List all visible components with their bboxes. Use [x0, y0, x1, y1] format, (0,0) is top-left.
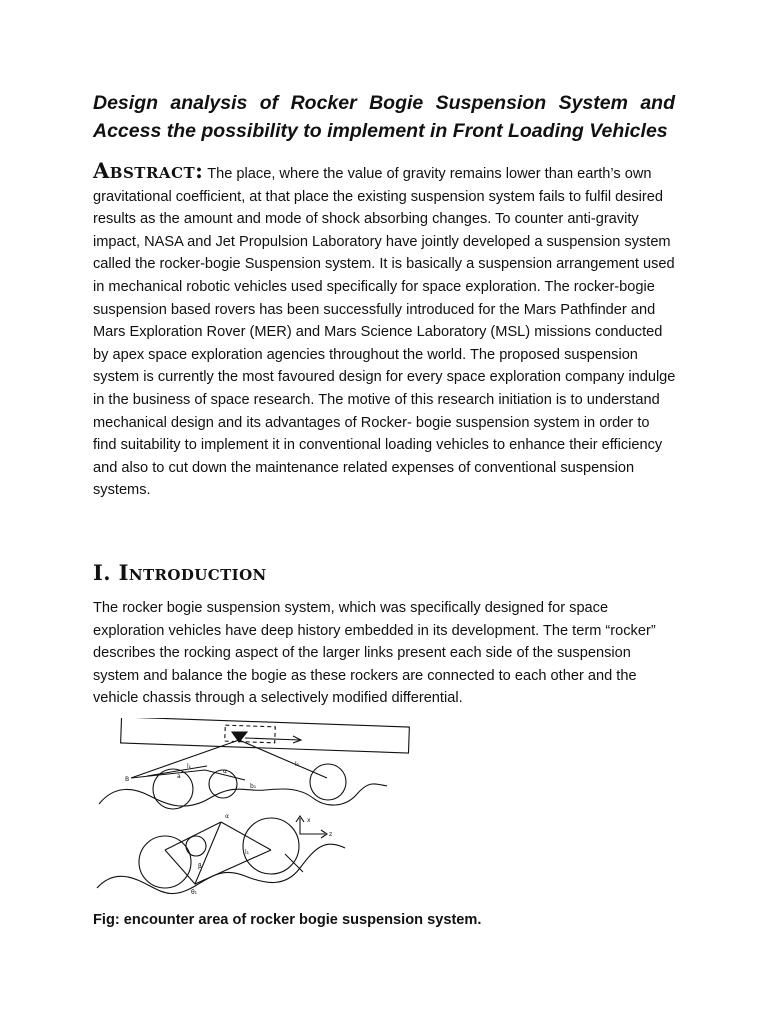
wheel-lower-right [243, 818, 299, 874]
svg-text:z: z [329, 831, 333, 838]
differential-box [225, 725, 276, 743]
svg-text:B: B [125, 776, 130, 783]
svg-text:α: α [225, 813, 229, 820]
chassis-body [121, 718, 410, 753]
wheel-upper-left [153, 769, 193, 809]
terrain-upper [99, 784, 387, 806]
svg-text:β: β [198, 863, 202, 870]
abstract-text: The place, where the value of gravity remains lower than earth’s own gravitational coefficient, at that place the existing suspension system fails to fulfil desired results as the amount and mode of shock absorbing changes. To counter anti-gravity impact, NASA and Jet Propulsion Laboratory have jointly developed a suspension system called the rocker-bogie Suspension system. It is basically a suspension arrangement used in mechanical robotic vehicles used specifically for space exploration. The rocker-bogie suspension based rovers has been successfully introduced for the Mars Pathfinder and Mars Exploration Rover (MER) and Mars Science Laboratory (MSL) missions conducted by apex space exploration agencies throughout the world. The proposed suspension system is currently the most favoured design for every space exploration company indulge in the business of space research. The motive of this research initiation is to understand mechanical design and its advantages of Rocker- bogie suspension system in order to find suitability to implement it in conventional loading vehicles to enhance their efficiency and also to cut down the maintenance related expenses of conventional suspension systems. [93, 166, 676, 499]
rocker-bogie-figure [95, 718, 415, 900]
svg-text:x: x [307, 817, 311, 824]
wheel-upper-right [310, 764, 346, 800]
abstract-paragraph [93, 160, 677, 502]
paper-title: Design analysis of Rocker Bogie Suspension System and Access the possibility to implement in Front Loading Vehicles [93, 92, 675, 142]
introduction-heading: I. Introduction [93, 560, 267, 585]
svg-text:a: a [177, 773, 181, 780]
axis-marker [296, 816, 327, 838]
figure-caption: Fig: encounter area of rocker bogie suspension system. [93, 912, 482, 928]
introduction-paragraph: The rocker bogie suspension system, which was specifically designed for space exploration vehicles have deep history embedded in its development. The term “rocker” describes the rocking aspect of the larger links present each side of the suspension system and balance the bogie as these rockers are connected to each other and the vehicle chassis through a selectively modified differential. [93, 600, 656, 707]
svg-text:l₂: l₂ [295, 761, 300, 768]
rocker-link-right [239, 740, 327, 778]
abstract-heading: Abstract: [93, 158, 204, 183]
svg-text:l₁: l₁ [187, 763, 192, 770]
wheel-lower-middle [186, 836, 206, 856]
svg-text:l₁: l₁ [245, 849, 250, 856]
svg-text:b₁: b₁ [250, 783, 257, 790]
svg-text:α: α [223, 768, 227, 775]
svg-text:θ₁: θ₁ [191, 889, 198, 896]
wheel-lower-left [139, 836, 191, 888]
terrain-lower [97, 844, 345, 893]
